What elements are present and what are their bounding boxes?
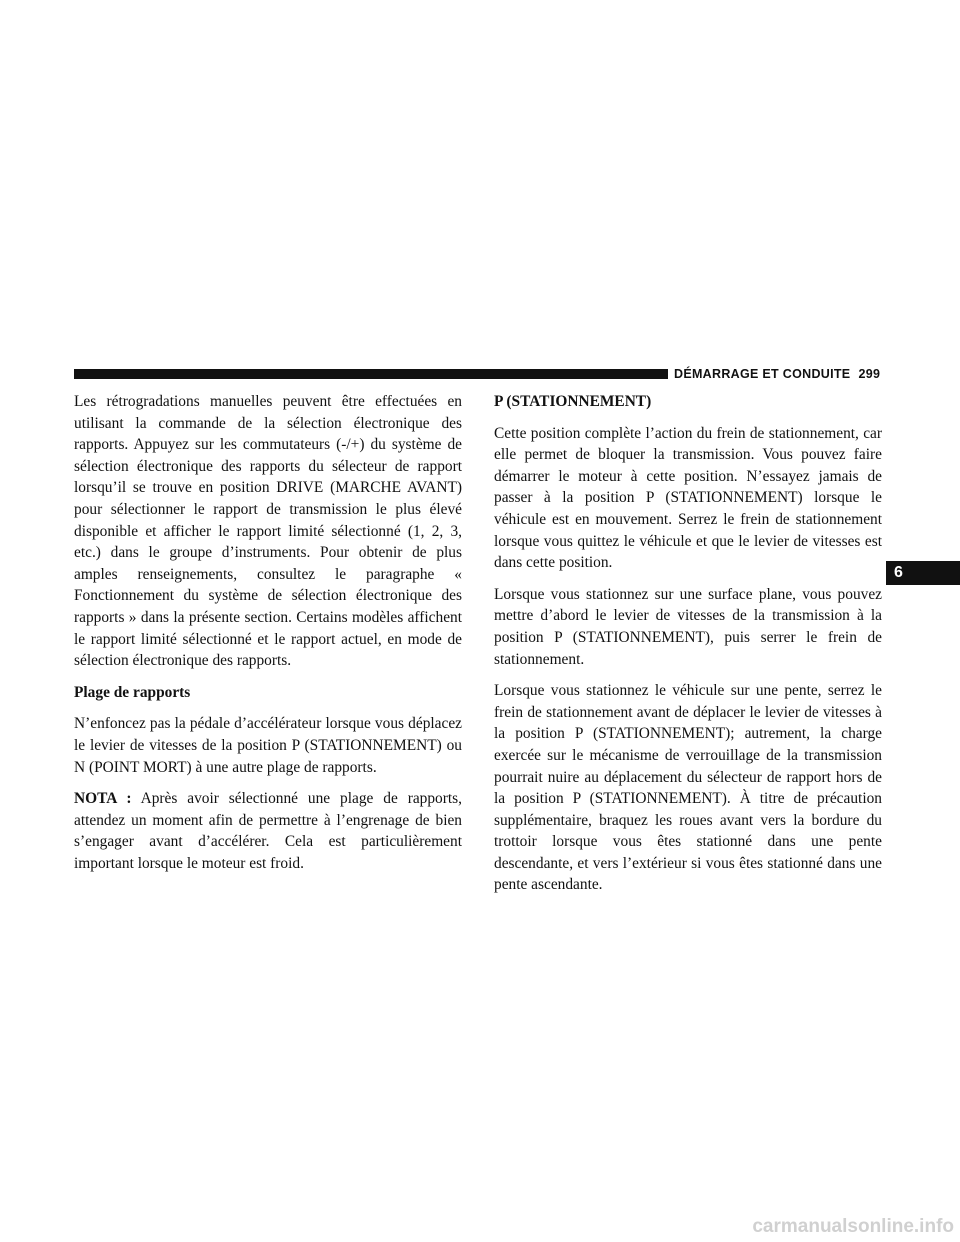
note-paragraph — [74, 788, 462, 874]
right-column — [494, 391, 882, 906]
header-rule — [74, 369, 668, 379]
heading-gear-range: Plage de rapports — [74, 683, 191, 701]
note-label: NOTA : — [74, 790, 132, 808]
heading-park: P (STATIONNEMENT) — [494, 393, 652, 410]
running-header — [674, 364, 904, 384]
page-number: 299 — [858, 367, 881, 381]
paragraph-manual-downshift: Les rétrogradations manuelles peuvent être effectuées en utilisant la commande de la sélection électronique des rapports. Appuyez sur les commutateurs (-/+) du système de sélection électronique des rapports du sélecteur de rapport lorsqu’il se trouve en position DRIVE (MARCHE AVANT) pour sélectionner le rapport de transmission le plus élevé disponible et afficher le rapport limité sélectionné (1, 2, 3, etc.) dans le groupe d’instruments. Pour obtenir de plus amples renseignements, consultez le paragraphe « Fonctionnement du système de sélection électronique des rapports » dans la présente section. Certains modèles affichent le rapport limité sélectionné et le rapport actuel, en mode de sélection électronique des rapports. — [74, 393, 462, 670]
section-title: DÉMARRAGE ET CONDUITE — [674, 367, 851, 381]
paragraph-park-function: Cette position complète l’action du frein de stationnement, car elle permet de bloquer la transmission. Vous pouvez faire démarrer le moteur à cette position. N’essayez jamais de passer à la position P (STATIONNEMENT) lorsque le véhicule est en mouvement. Serrez le frein de stationnement lorsque vous quittez le véhicule et que le levier de vitesses est dans cette position. — [494, 424, 882, 572]
left-column — [74, 391, 462, 884]
watermark-text: carmanualsonline.info — [752, 1216, 954, 1237]
paragraph-grade-parking: Lorsque vous stationnez le véhicule sur une pente, serrez le frein de stationnement avant de déplacer le levier de vitesses à la position P (STATIONNEMENT); autrement, la charge exercée sur le mécanisme de verrouillage de la transmission pourrait nuire au déplacement du sélecteur de rapport hors de la position P (STATIONNEMENT). À titre de précaution supplémentaire, braquez les roues avant vers la bordure du trottoir lorsque vous êtes stationné dans une pente descendante, et vers l’extérieur si vous êtes stationné dans une pente ascendante. — [494, 682, 882, 894]
note-text: Après avoir sélectionné une plage de rapports, attendez un moment afin de permettre à l’engrenage de bien s’engager avant d’accélérer. Cela est particulièrement important lorsque le moteur est froid. — [74, 790, 462, 872]
chapter-tab: 6 — [886, 561, 960, 585]
paragraph-gear-range: N’enfoncez pas la pédale d’accélérateur lorsque vous déplacez le levier de vitesses de la position P (STATIONNEMENT) ou N (POINT MORT) à une autre plage de rapports. — [74, 715, 462, 776]
paragraph-level-surface: Lorsque vous stationnez sur une surface plane, vous pouvez mettre d’abord le levier de vitesses de la transmission à la position P (STATIONNEMENT), puis serrer le frein de stationnement. — [494, 585, 882, 668]
